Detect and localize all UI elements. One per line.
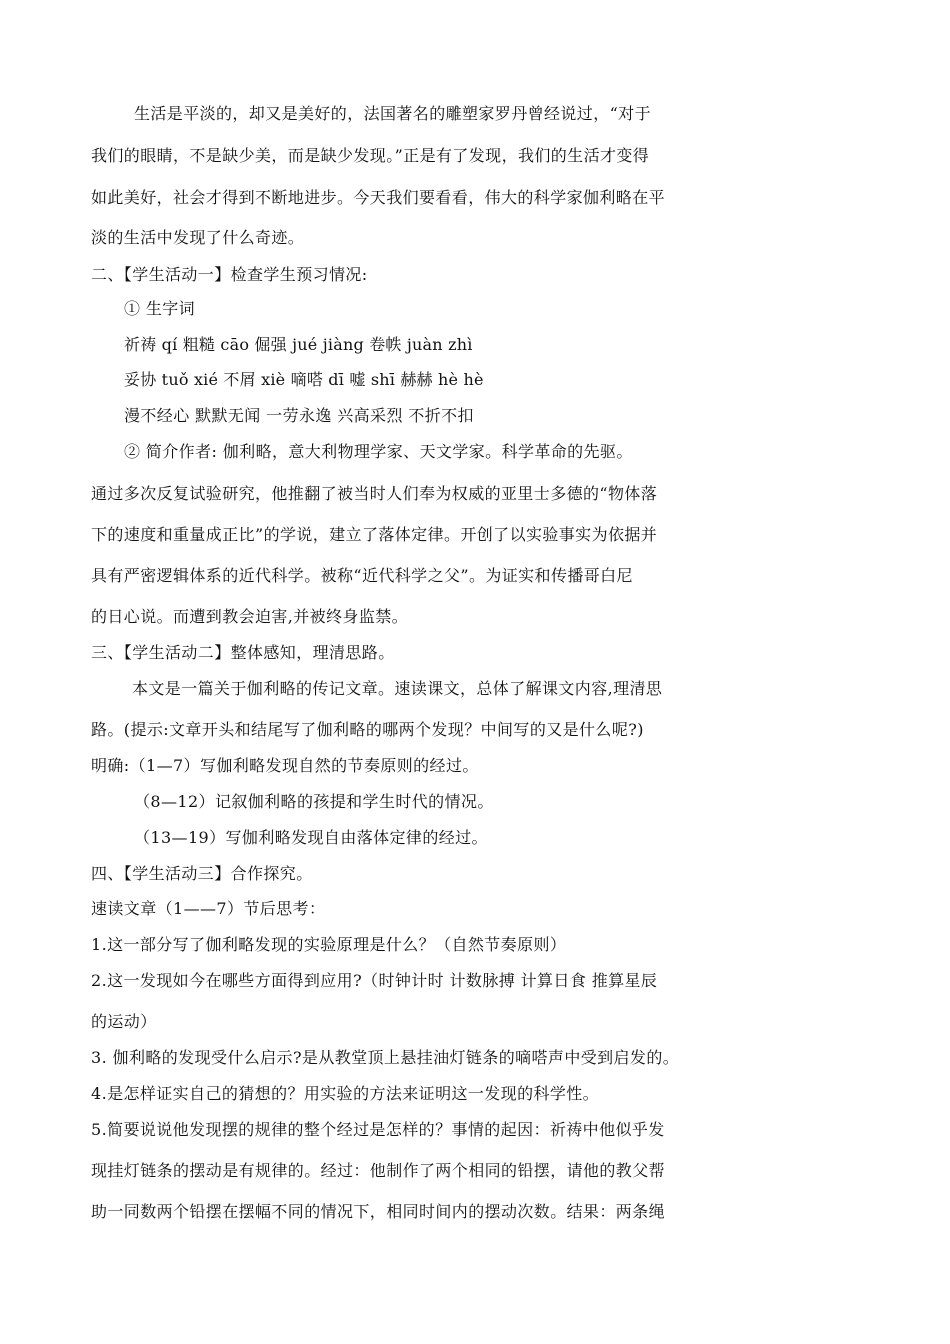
question-2-line-1: 2.这一发现如今在哪些方面得到应用?（时钟计时 计数脉搏 计算日食 推算星辰 <box>91 971 658 990</box>
answer-line-3: （13—19）写伽利略发现自由落体定律的经过。 <box>134 828 488 847</box>
activity2-para-line-1: 本文是一篇关于伽利略的传记文章。速读课文，总体了解课文内容,理清思 <box>132 679 663 698</box>
question-5-line-1: 5.简要说说他发现摆的规律的整个经过是怎样的？事情的起因：祈祷中他似乎发 <box>91 1120 665 1139</box>
vocab-title: ① 生字词 <box>124 299 196 318</box>
author-line-3: 下的速度和重量成正比”的学说，建立了落体定律。开创了以实验事实为依据并 <box>91 525 658 544</box>
author-line-1: ② 简介作者: 伽利略，意大利物理学家、天文学家。科学革命的先驱。 <box>124 442 633 461</box>
answer-line-2: （8—12）记叙伽利略的孩提和学生时代的情况。 <box>134 792 494 811</box>
answer-line-1: 明确:（1—7）写伽利略发现自然的节奏原则的经过。 <box>91 756 479 775</box>
question-2-line-2: 的运动） <box>91 1012 157 1031</box>
activity3-heading: 四、【学生活动三】合作探究。 <box>91 864 313 883</box>
intro-line-3: 如此美好，社会才得到不断地进步。今天我们要看看，伟大的科学家伽利略在平 <box>91 188 666 207</box>
question-4: 4.是怎样证实自己的猜想的？用实验的方法来证明这一发现的科学性。 <box>91 1084 600 1103</box>
vocab-row-3: 漫不经心 默默无闻 一劳永逸 兴高采烈 不折不扣 <box>124 406 474 425</box>
intro-line-1: 生活是平淡的，却又是美好的，法国著名的雕塑家罗丹曾经说过，“对于 <box>134 104 651 123</box>
author-line-5: 的日心说。而遭到教会迫害,并被终身监禁。 <box>91 607 409 626</box>
activity2-para-line-2: 路。(提示:文章开头和结尾写了伽利略的哪两个发现？中间写的又是什么呢?) <box>91 720 644 739</box>
vocab-row-2: 妥协 tuǒ xié 不屑 xiè 嘀嗒 dī 嘘 shī 赫赫 hè hè <box>124 370 484 389</box>
vocab-row-1: 祈祷 qí 粗糙 cāo 倔强 jué jiàng 卷帙 juàn zhì <box>124 335 473 354</box>
author-line-4: 具有严密逻辑体系的近代科学。被称“近代科学之父”。为证实和传播哥白尼 <box>91 566 633 585</box>
question-5-line-2: 现挂灯链条的摆动是有规律的。经过：他制作了两个相同的铅摆，请他的教父帮 <box>91 1161 666 1180</box>
intro-line-2: 我们的眼睛，不是缺少美，而是缺少发现。”正是有了发现，我们的生活才变得 <box>91 146 650 165</box>
intro-line-4: 淡的生活中发现了什么奇迹。 <box>91 228 305 247</box>
question-1: 1.这一部分写了伽利略发现的实验原理是什么？（自然节奏原则） <box>91 935 567 954</box>
activity2-heading: 三、【学生活动二】整体感知，理清思路。 <box>91 643 395 662</box>
activity1-heading: 二、【学生活动一】检查学生预习情况: <box>91 265 368 284</box>
author-line-2: 通过多次反复试验研究，他推翻了被当时人们奉为权威的亚里士多德的“物体落 <box>91 484 658 503</box>
activity3-sub-heading: 速读文章（1——7）节后思考： <box>91 899 326 918</box>
question-3: 3. 伽利略的发现受什么启示?是从教堂顶上悬挂油灯链条的嘀嗒声中受到启发的。 <box>91 1048 680 1067</box>
question-5-line-3: 助一同数两个铅摆在摆幅不同的情况下，相同时间内的摆动次数。结果：两条绳 <box>91 1202 666 1221</box>
